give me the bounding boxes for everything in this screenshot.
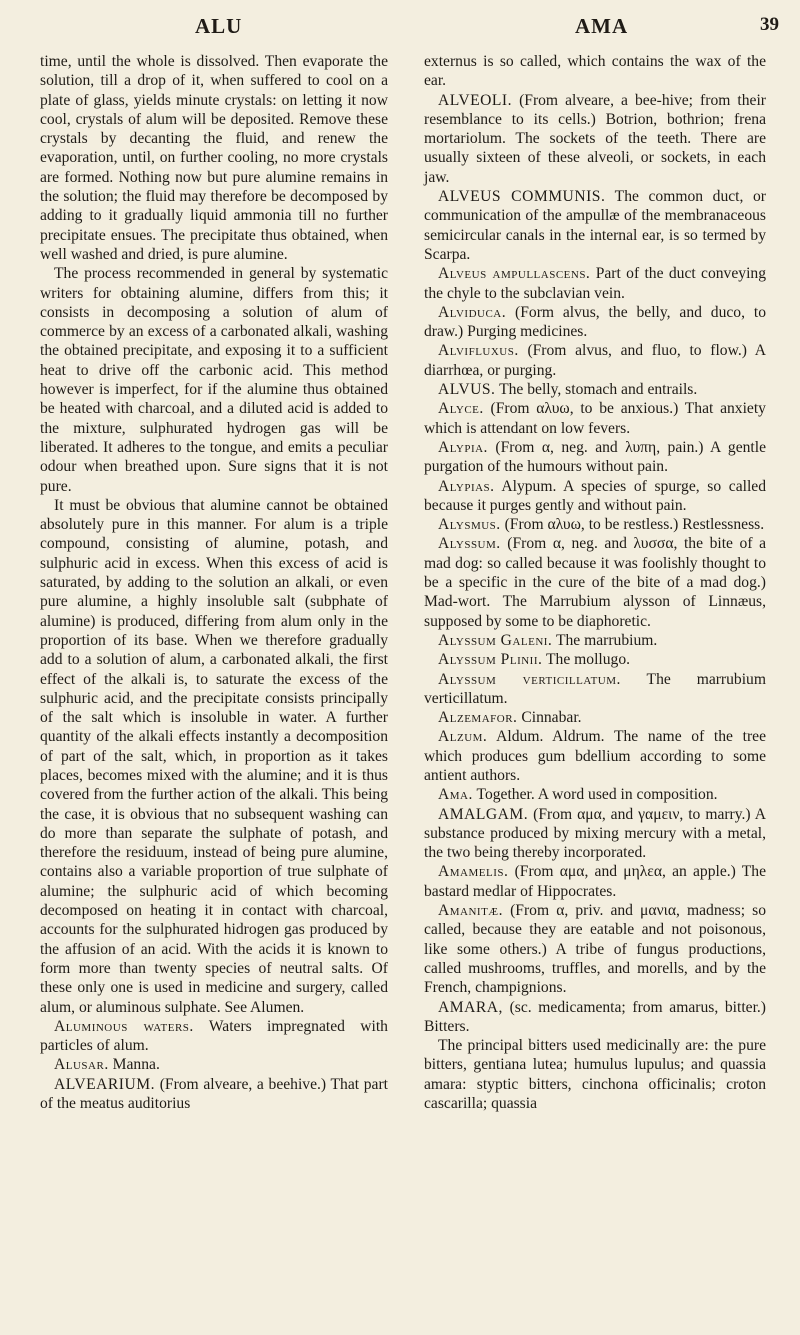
entry-text: The mollugo. (546, 651, 631, 669)
entry-text: (Form alvus, the belly, and duco, to draw.) Purging medicines. (424, 303, 766, 341)
entry (424, 438, 766, 477)
entry (424, 785, 766, 804)
entry-term: Alviduca. (438, 303, 507, 321)
running-header (0, 14, 800, 44)
paragraph: It must be obvious that alumine cannot be obtained absolutely pure in this manner. For alum is a triple compound, consisting of alumine, potash, and sulphuric acid in excess. When this excess of acid is saturated, by adding to the solution an alkali, or even pure alumine, a highly insoluble salt (subphate of alumine) is produced, differing from alum only in the proportion of its base. When we therefore gradually add to a solution of alum, a carbonated alkali, the first effect of the alkali is, to saturate the excess of the sulphuric acid, and the precipitate consists principally of the salt which is insoluble in water. A further quantity of the alkali effects instantly a decomposition of part of the salt, which, in proportion as it takes places, becomes mixed with the alumine; and it is thus covered from the further action of the alkali. This being the case, it is obvious that no subsequent washing can do more than separate the sulphate of potash, and therefore the residuum, instead of being pure alumine, contains also a variable proportion of true sulphate of alumine; the sulphuric acid of which becoming decomposed on heating it in contact with charcoal, accounts for the sulphurated hidrogen gas produced by the affusion of an acid. With the acids it is known to form more than twenty species of neutral salts. Of these only one is used in medicine and surgery, called alum, or aluminous sulphate. See Alumen. (40, 496, 388, 1016)
entry-term: Alzemafor. (438, 709, 518, 727)
entry-text: The common duct, or communication of the ampullæ of the membranaceous semicircular canals in the internal ear, is so termed by Scarpa. (424, 188, 766, 263)
entry (40, 1075, 388, 1114)
entry-term: Ama. (438, 786, 473, 804)
entry (424, 805, 766, 863)
entry: AMARA, (sc. medicamenta; from amarus, bitter.) Bitters. (424, 998, 766, 1035)
entry (424, 1036, 766, 1113)
entry-term: Alysmus. (438, 516, 501, 534)
entry-term: Alusar. (54, 1056, 109, 1074)
entry (424, 187, 766, 264)
entry (424, 631, 766, 650)
left-guide-word: ALU (195, 14, 243, 38)
entry (424, 91, 766, 187)
entry-term: Amanitæ. (438, 902, 503, 920)
page-number: 39 (760, 14, 779, 35)
entry-term: AMARA, (438, 998, 503, 1016)
entry-term: Amamelis. (438, 863, 509, 881)
entry (424, 399, 766, 438)
entry-term: Alyssum Plinii. (438, 651, 543, 669)
entry-term: Alypia. (438, 438, 488, 456)
entry (424, 341, 766, 380)
entry-text: (From alvus, and fluo, to flow.) A diarrhœa, or purging. (424, 342, 766, 379)
entry-text: The principal bitters used medicinally are: the pure bitters, gentiana lutea; humulus lupulus; and quassia amara: styptic bitters, cinchona officinalis; croton cascarilla; quassia (424, 1037, 766, 1113)
entry (424, 477, 766, 516)
entry (424, 52, 766, 91)
entry-text: Alypum. A species of spurge, so called because it purges gently and without pain. (424, 477, 766, 514)
entry (424, 670, 766, 709)
entry-term: ALVEARIUM. (54, 1075, 156, 1093)
entry-term: Alveus ampullascens. (438, 265, 591, 283)
left-column (40, 52, 388, 1113)
entry-term: ALVEOLI. (438, 91, 513, 109)
entry-term: AMALGAM. (438, 805, 529, 823)
entry (424, 862, 766, 901)
entry-text: (From α, neg. and λυπη, pain.) A gentle purgation of the humours without pain. (424, 438, 766, 476)
entry-term: Alyssum verticillatum. (438, 670, 621, 688)
entry-text: The marrubium. (555, 631, 658, 649)
entry-text: sc. medicamenta; from amarus, bitter.) Bitters. (424, 998, 766, 1035)
entry (424, 901, 766, 997)
right-column (424, 52, 766, 1113)
entry-text: (From alveare, a beehive.) That part of the meatus auditorius (40, 1075, 388, 1113)
right-guide-word: AMA (575, 14, 629, 38)
entry (40, 1055, 388, 1074)
entry-term: Alypias. (438, 477, 495, 495)
entry (424, 380, 766, 399)
entry-term: Aluminous waters. (54, 1017, 194, 1035)
entry-text: (From αλυω, to be restless.) Restlessness. (504, 516, 765, 534)
entry (424, 303, 766, 342)
entry-term: ALVUS. (438, 381, 496, 399)
entry-text: externus is so called, which contains the wax of the ear. (424, 53, 766, 90)
entry (424, 650, 766, 669)
entry-text: (From α, neg. and λυσσα, the bite of a mad dog: so called because it was foolishly thought to be a specific in the cure of the bite of a mad dog.) Mad-wort. The Marrubium alysson of Linnæus, supposed by some to be diaphoretic. (424, 535, 766, 630)
entry-text: Part of the duct conveying the chyle to the subclavian vein. (424, 265, 766, 302)
entry-text: Manna. (112, 1056, 160, 1074)
entry-term: Alvifluxus. (438, 342, 519, 360)
entry-term: Alyssum Galeni. (438, 631, 553, 649)
paragraph: The process recommended in general by systematic writers for obtaining alumine, differs from this; it consists in decomposing a solution of alum of commerce by an excess of a carbonated alkali, washing the obtained precipitate, and exposing it to a sufficient heat to drive off the carbonic acid. This method however is imperfect, for if the alumine thus obtained be heated with charcoal, and a diluted acid is added to the mixture, sulphurated hydrogen gas will be liberated. It adheres to the tongue, and emits a peculiar odour when breathed upon. Sure signs that it is not pure. (40, 265, 388, 495)
entry-term: Alzum. (438, 728, 488, 746)
entry-text: (From αμα, and γαμειν, to marry.) A substance produced by mixing mercury with a metal, the two being thereby incorporated. (424, 805, 766, 862)
entry-text: The marrubium verticillatum. (424, 670, 766, 707)
entry (40, 1017, 388, 1056)
entry (424, 515, 766, 534)
entry (424, 727, 766, 785)
entry-text: (From αμα, and μηλεα, an apple.) The bastard medlar of Hippocrates. (424, 863, 766, 900)
entry-text: (From αλυω, to be anxious.) That anxiety which is attendant on low fevers. (424, 400, 766, 437)
entry-term: Alyssum. (438, 535, 501, 553)
entry-text: Aldum. Aldrum. The name of the tree which produces gum bdellium according to some antient authors. (424, 728, 766, 784)
entry-term: ALVEUS COMMUNIS. (438, 188, 606, 206)
entry-text: Cinnabar. (521, 709, 582, 727)
entry-text: Waters impregnated with particles of alum. (40, 1017, 388, 1055)
entry (424, 534, 766, 630)
entry-term: Alyce. (438, 400, 484, 418)
entry-text: Together. A word used in composition. (476, 786, 718, 804)
entry (424, 708, 766, 727)
entry-text: The belly, stomach and entrails. (499, 381, 698, 399)
entry (424, 264, 766, 303)
entry-text: (From α, priv. and μανια, madness; so called, because they are eatable and not poisonous, like some others.) A tribe of fungus productions, called mushrooms, truffles, and morells, and by the French, champignions. (424, 902, 766, 997)
paragraph: time, until the whole is dissolved. Then evaporate the solution, till a drop of it, when suffered to cool on a plate of glass, yields minute crystals: on letting it now cool, crystals of alum will be deposited. Remove these crystals by decanting the fluid, and renew the evaporation, until, on further cooling, no more crystals are formed. Nothing now but pure alumine remains in the solution; the fluid may therefore be decomposed by adding to it gradually liquid ammonia till no further precipitate ensues. The precipitate thus obtained, when well washed and dried, is pure alumine. (40, 53, 388, 263)
entry-text: (From alveare, a bee-hive; from their resemblance to its cells.) Botrion, bothrion; frena mortariolum. The sockets of the teeth. There are usually sixteen of these alveoli, or sockets, in each jaw. (424, 91, 766, 186)
